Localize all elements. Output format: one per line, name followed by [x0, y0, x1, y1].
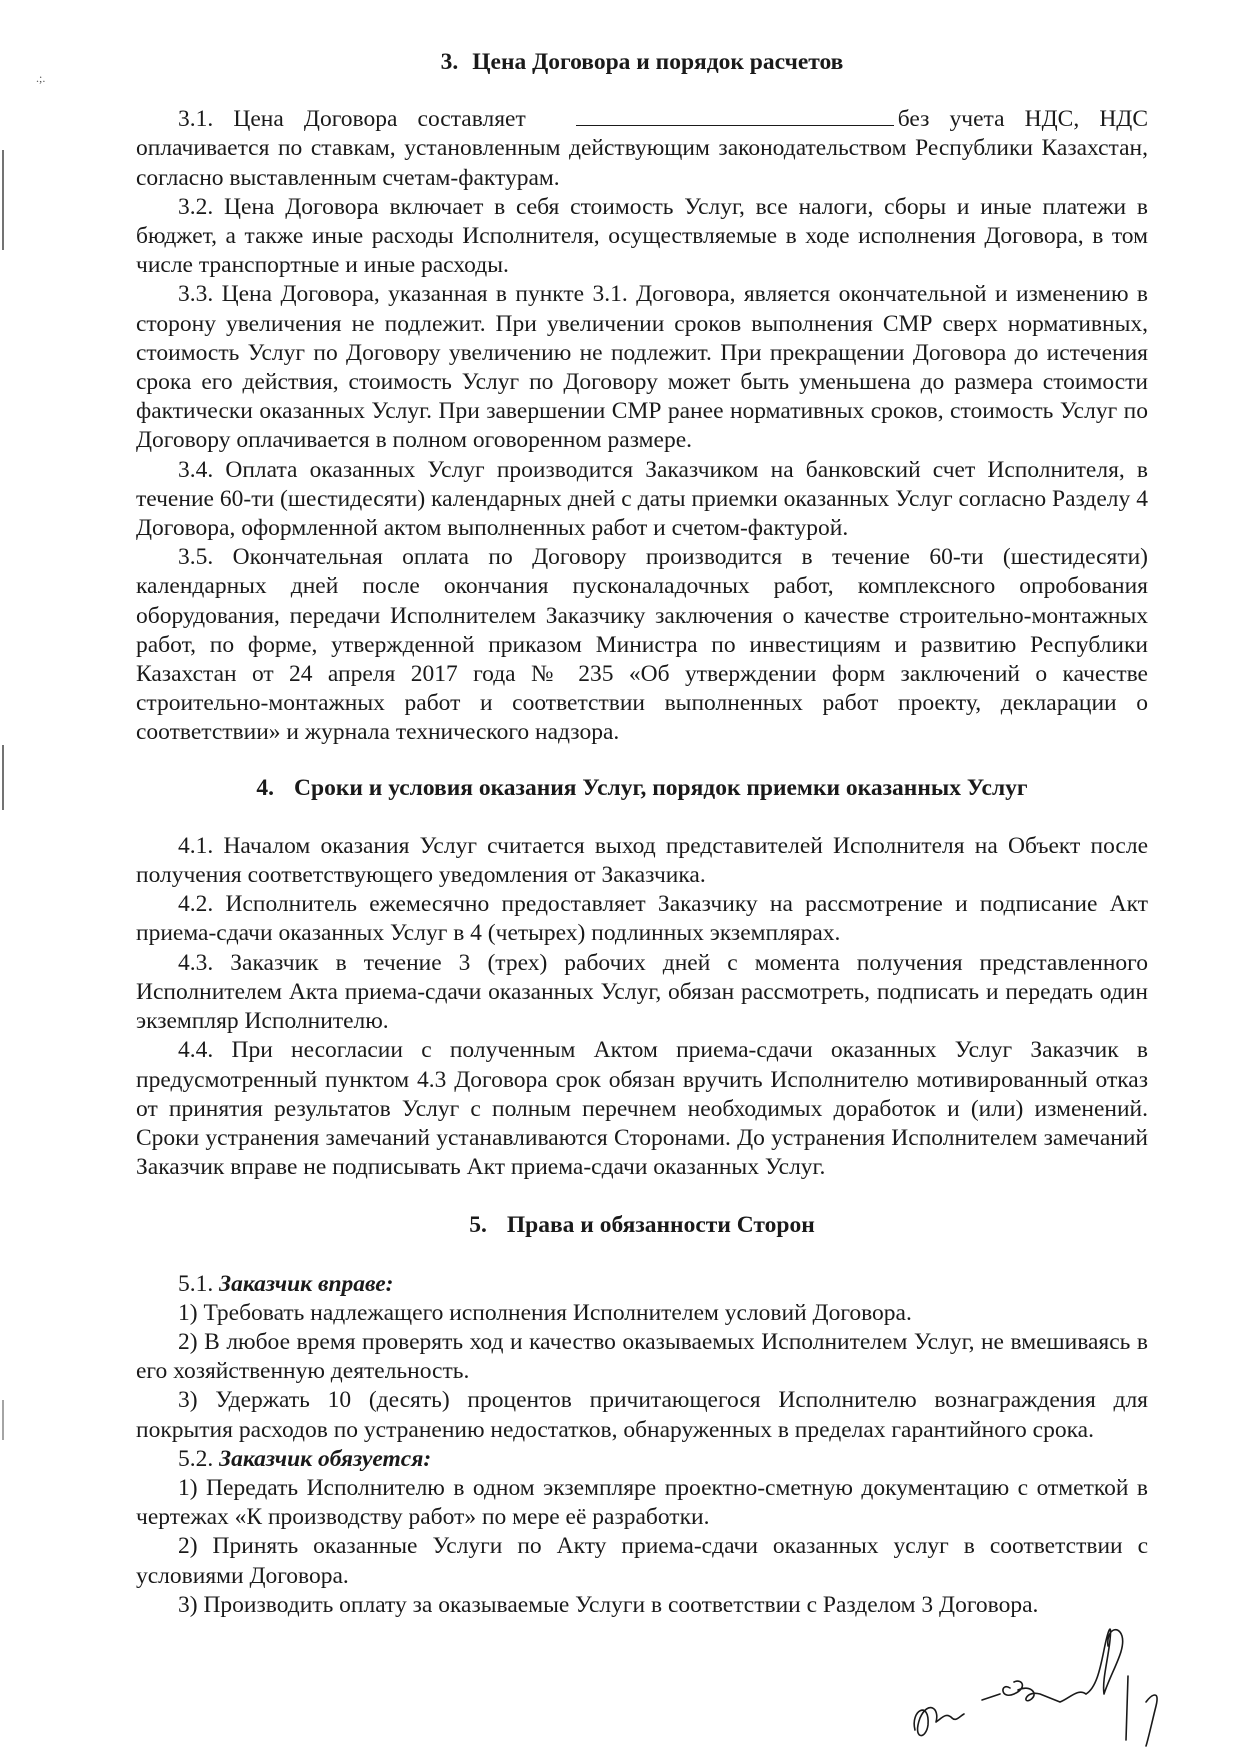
scan-margin-marks: [0, 0, 46, 1754]
svg-text:.;.: .;.: [36, 71, 46, 85]
clause-3-1-text-a: Цена Договора составляет: [233, 106, 526, 133]
section-3-title: Цена Договора и порядок расчетов: [472, 49, 844, 75]
clause-4-3: 4.3. Заказчик в течение 3 (трех) рабочих дней с момента получения представленного Исполнителем Акта приема-сдачи оказанных Услуг, обязан рассмотреть, подписать и передать один экземпляр Исполнителю.: [136, 949, 1148, 1035]
subsection-5-1: [136, 1270, 1148, 1299]
section-5-title: Права и обязанности Сторон: [506, 1212, 815, 1239]
section-3-heading: [136, 48, 1148, 77]
list-item: 1) Требовать надлежащего исполнения Исполнителем условий Договора.: [178, 1299, 912, 1326]
clause-3-4: 3.4. Оплата оказанных Услуг производится Заказчиком на банковский счет Исполнителя, в течение 60-ти (шестидесяти) календарных дней с даты приемки оказанных Услуг согласно Разделу 4 Договора, оформленной актом выполненных работ и счетом-фактурой.: [136, 456, 1148, 542]
subsection-5-2-number: 5.2.: [178, 1445, 214, 1472]
handwritten-signature: [890, 1590, 1190, 1750]
clause-4-1: 4.1. Началом оказания Услуг считается выход представителей Исполнителя на Объект после получения соответствующего уведомления от Заказчика.: [136, 832, 1148, 889]
subsection-5-2-title: Заказчик обязуется:: [219, 1445, 432, 1472]
clause-4-2: 4.2. Исполнитель ежемесячно предоставляет Заказчику на рассмотрение и подписание Акт приема-сдачи оказанных Услуг в 4 (четырех) подлинных экземплярах.: [136, 891, 1148, 947]
section-4-heading: [136, 774, 1148, 803]
section-3-number: 3.: [440, 49, 459, 75]
list-item: 1) Передать Исполнителю в одном экземпляре проектно-сметную документацию с отметкой в чертежах «К производству работ» по мере её разработки.: [136, 1474, 1148, 1531]
clause-3-1-number: 3.1.: [178, 106, 214, 133]
list-item: 3) Удержать 10 (десять) процентов причитающегося Исполнителю вознаграждения для покрытия расходов по устранению недостатков, обнаруженных в пределах гарантийного срока.: [136, 1387, 1148, 1443]
list-item: 2) Принять оказанные Услуги по Акту приема-сдачи оказанных услуг в соответствии с условиями Договора.: [136, 1533, 1148, 1589]
clause-3-2: 3.2. Цена Договора включает в себя стоимость Услуг, все налоги, сборы и иные платежи в бюджет, а также иные расходы Исполнителя, осуществляемые в ходе исполнения Договора, в том числе транспортные и иные расходы.: [136, 193, 1148, 279]
subsection-5-2: [136, 1445, 1148, 1474]
subsection-5-1-number: 5.1.: [178, 1270, 214, 1297]
clause-4-4: 4.4. При несогласии с полученным Актом приема-сдачи оказанных Услуг Заказчик в предусмотренный пунктом 4.3 Договора срок обязан вручить Исполнителю мотивированный отказ от принятия результатов Услуг с полным перечнем необходимых доработок и (или) изменений. Сроки устранения замечаний устанавливаются Сторонами. До устранения Исполнителем замечаний Заказчик вправе не подписывать Акт приема-сдачи оказанных Услуг.: [136, 1037, 1148, 1181]
clause-3-1: [136, 105, 1148, 193]
section-4-title: Сроки и условия оказания Услуг, порядок приемки оказанных Услуг: [294, 774, 1028, 801]
document-body: [136, 48, 1148, 1620]
list-item: 3) Производить оплату за оказываемые Услуги в соответствии с Разделом 3 Договора.: [178, 1591, 1039, 1618]
clause-3-1-text-b: без учета НДС, НДС оплачивается по ставкам, установленным действующим законодательством Республики Казахстан, согласно выставленным счетам-фактурам.: [136, 106, 1148, 191]
section-5-number: 5.: [469, 1212, 487, 1239]
section-5-heading: [136, 1211, 1148, 1240]
subsection-5-1-title: Заказчик вправе:: [219, 1270, 394, 1297]
clause-3-5: 3.5. Окончательная оплата по Договору производится в течение 60-ти (шестидесяти) календарных дней после окончания пусконаладочных работ, комплексного опробования оборудования, передачи Исполнителем Заказчику заключения о качестве строительно-монтажных работ, по форме, утвержденной приказом Министра по инвестициям и развитию Республики Казахстан от 24 апреля 2017 года № 235 «Об утверждении форм заключений о качестве строительно-монтажных работ и соответствии выполненных работ проекту, декларации о соответствии» и журнала технического надзора.: [136, 544, 1148, 746]
section-4-number: 4.: [256, 774, 275, 801]
price-blank-line: [576, 105, 894, 126]
list-item: 2) В любое время проверять ход и качество оказываемых Исполнителем Услуг, не вмешиваясь в его хозяйственную деятельность.: [136, 1328, 1148, 1385]
clause-3-3: 3.3. Цена Договора, указанная в пункте 3.1. Договора, является окончательной и изменению в сторону увеличения не подлежит. При увеличении сроков выполнения СМР сверх нормативных, стоимость Услуг по Договору увеличению не подлежит. При прекращении Договора до истечения срока его действия, стоимость Услуг по Договору может быть уменьшена до размера стоимости фактически оказанных Услуг. При завершении СМР ранее нормативных сроков, стоимость Услуг по Договору оплачивается в полном оговоренном размере.: [136, 281, 1148, 454]
